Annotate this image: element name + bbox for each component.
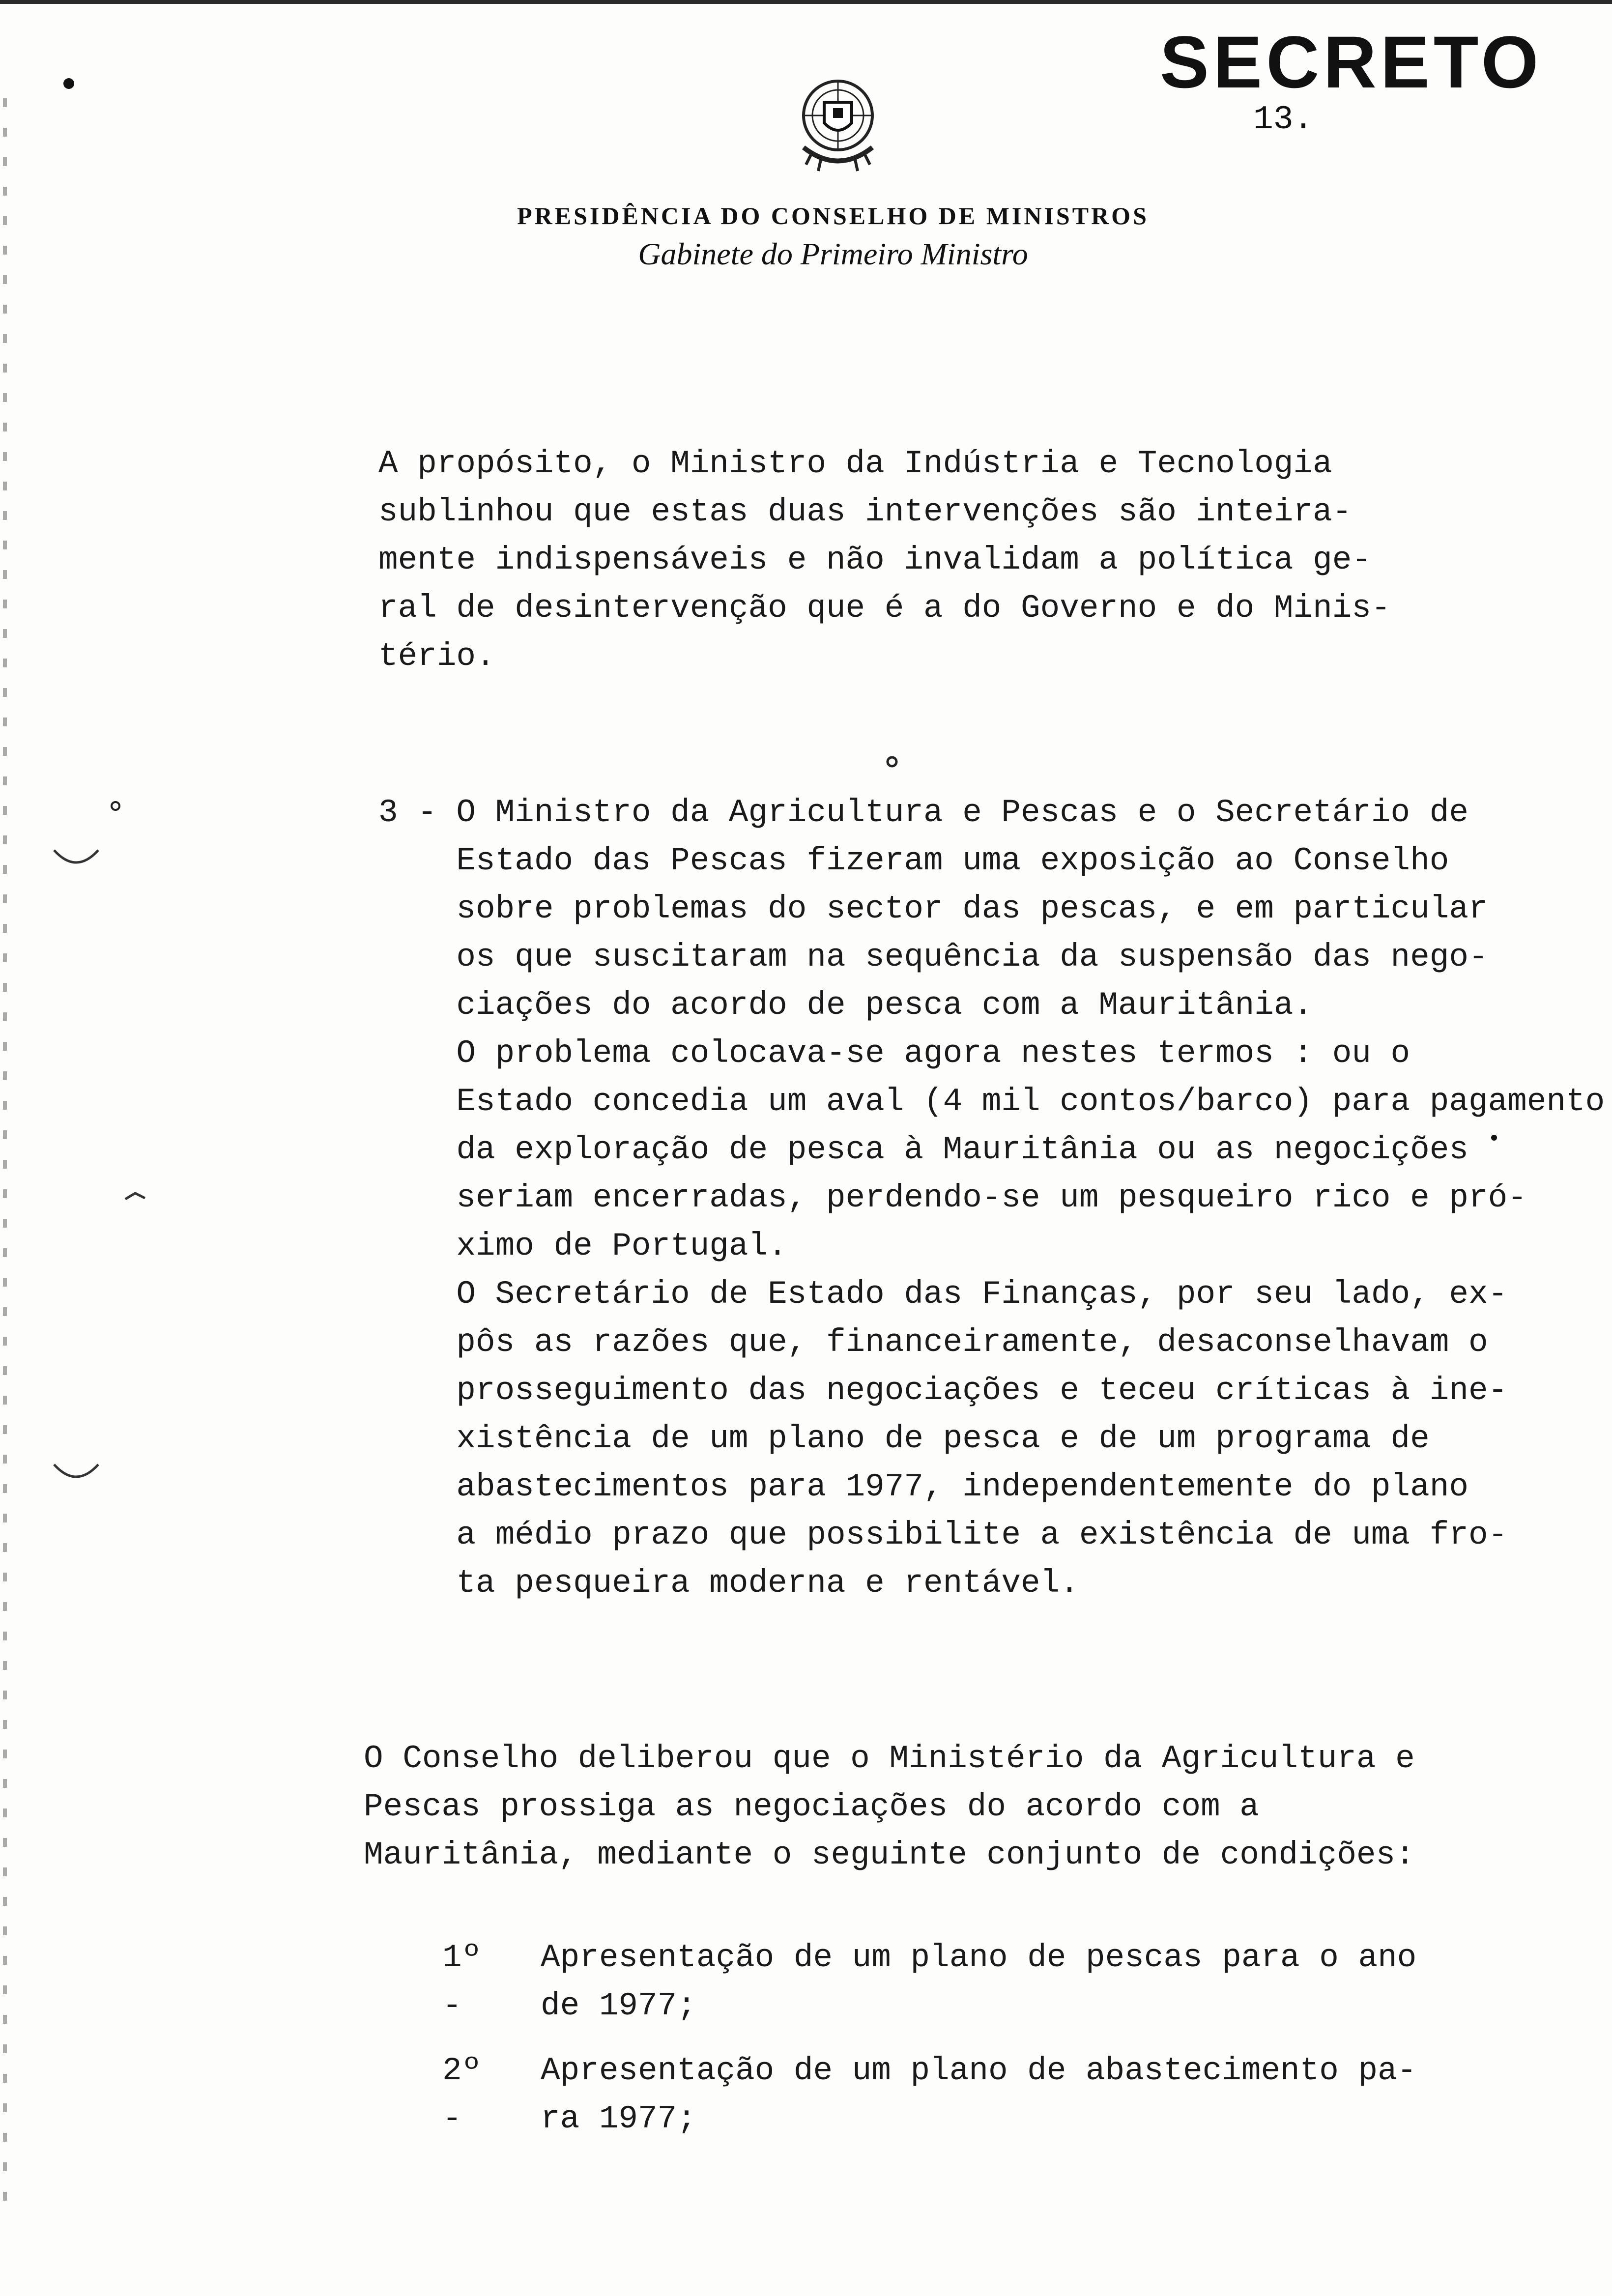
text-line: tério. xyxy=(378,638,495,675)
text-line: abastecimentos para 1977, independentemente do plano xyxy=(378,1468,1468,1505)
text-line: prosseguimento das negociações e teceu críticas à ine- xyxy=(378,1372,1508,1409)
coat-of-arms-seal xyxy=(784,69,892,182)
text-line: sobre problemas do sector das pescas, e em particular xyxy=(378,890,1488,927)
text-line: A propósito, o Ministro da Indústria e Tecnologia xyxy=(378,445,1332,482)
condition-text xyxy=(541,2047,1416,2143)
text-line: Apresentação de um plano de pescas para o ano xyxy=(541,1939,1417,1976)
text-line: Estado concedia um aval (4 mil contos/barco) para pagamento xyxy=(378,1083,1605,1120)
text-line: ral de desintervenção que é a do Governo e do Minis- xyxy=(378,590,1391,627)
text-line: pôs as razões que, financeiramente, desaconselhavam o xyxy=(378,1324,1488,1361)
text-line: da exploração de pesca à Mauritânia ou as negocições xyxy=(378,1131,1468,1168)
condition-text xyxy=(541,1934,1416,2030)
text-line: Apresentação de um plano de abastecimento pa- xyxy=(541,2052,1417,2089)
institution-header: PRESIDÊNCIA DO CONSELHO DE MINISTROS xyxy=(517,202,1149,230)
tick-mark xyxy=(123,1189,147,1204)
text-line: O problema colocava-se agora nestes termos : ou o xyxy=(378,1035,1410,1072)
paragraph-item-3-fisheries xyxy=(378,789,1605,1607)
text-line: seriam encerradas, perdendo-se um pesqueiro rico e pró- xyxy=(378,1179,1527,1216)
text-line: de 1977; xyxy=(541,1987,696,2024)
text-line: a médio prazo que possibilite a existência de uma fro- xyxy=(378,1517,1508,1553)
cabinet-subheader: Gabinete do Primeiro Ministro xyxy=(638,236,1028,271)
page-number: 13. xyxy=(1253,101,1314,139)
text-line: Pescas prossiga as negociações do acordo com a xyxy=(364,1788,1259,1825)
text-line: 3 - O Ministro da Agricultura e Pescas e o Secretário de xyxy=(378,794,1468,831)
text-line: ra 1977; xyxy=(541,2100,696,2137)
punch-hole-mark xyxy=(52,1460,101,1489)
paragraph-industry-minister xyxy=(378,440,1391,681)
circle-mark xyxy=(885,754,899,769)
text-line: xistência de um plano de pesca e de um programa de xyxy=(378,1420,1430,1457)
text-line: os que suscitaram na sequência da suspensão das nego- xyxy=(378,939,1488,976)
text-line: O Secretário de Estado das Finanças, por seu lado, ex- xyxy=(378,1276,1508,1313)
text-line: Mauritânia, mediante o seguinte conjunto de condições: xyxy=(364,1837,1415,1873)
text-line: sublinhou que estas duas intervenções são inteira- xyxy=(378,493,1352,530)
text-line: ciações do acordo de pesca com a Mauritânia. xyxy=(378,987,1313,1024)
text-line: Estado das Pescas fizeram uma exposição ao Conselho xyxy=(378,842,1449,879)
text-line: O Conselho deliberou que o Ministério da Agricultura e xyxy=(364,1740,1415,1777)
text-line: ta pesqueira moderna e rentável. xyxy=(378,1565,1079,1602)
text-line: ximo de Portugal. xyxy=(378,1228,787,1264)
paragraph-council-decision xyxy=(364,1735,1415,1879)
punch-hole-mark xyxy=(52,845,101,875)
text-line: mente indispensáveis e não invalidam a política ge- xyxy=(378,542,1371,578)
dot-mark xyxy=(61,76,76,91)
dot-mark xyxy=(1489,1133,1499,1143)
condition-number: 1º - xyxy=(442,1939,482,2024)
condition-number: 2º - xyxy=(442,2052,482,2137)
scan-top-edge xyxy=(0,0,1612,4)
circle-mark xyxy=(108,799,123,813)
classification-stamp: SECRETO xyxy=(1160,21,1543,103)
scan-left-edge xyxy=(3,98,7,2211)
